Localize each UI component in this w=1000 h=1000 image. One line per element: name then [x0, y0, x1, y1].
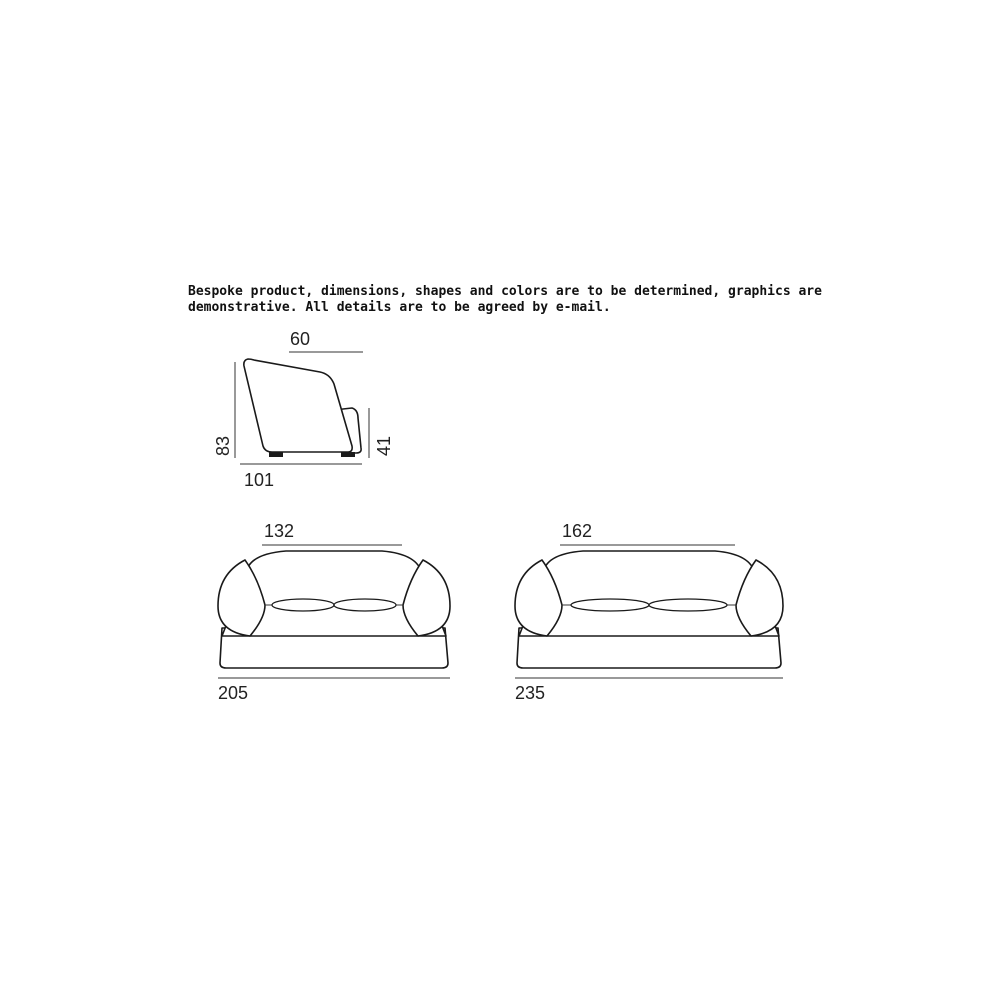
- small-sofa-total-width-label: 205: [218, 683, 249, 703]
- seat-depth-label: 60: [290, 329, 311, 349]
- total-height-label: 83: [213, 435, 233, 457]
- seat-height-label: 41: [374, 435, 394, 457]
- armchair-front-foot: [341, 452, 355, 457]
- sofa-small-front-view: [218, 521, 450, 703]
- sofa-large-front-view: [515, 521, 783, 703]
- large-sofa-total-width-label: 235: [515, 683, 546, 703]
- disclaimer-line-1: Bespoke product, dimensions, shapes and colors are to be determined, graphics are: [188, 284, 822, 299]
- total-depth-label: 101: [244, 470, 275, 490]
- small-sofa-seat-cushion-left: [272, 599, 334, 611]
- small-sofa-seat-width-label: 132: [264, 521, 295, 541]
- large-sofa-seat-cushion-left: [571, 599, 649, 611]
- armchair-body: [244, 359, 352, 452]
- small-sofa-seat-cushion-right: [334, 599, 396, 611]
- armchair-rear-foot: [269, 452, 283, 457]
- armchair-side-view: [213, 329, 394, 490]
- large-sofa-seat-width-label: 162: [562, 521, 593, 541]
- large-sofa-seat-cushion-right: [649, 599, 727, 611]
- disclaimer-line-2: demonstrative. All details are to be agreed by e-mail.: [188, 300, 611, 315]
